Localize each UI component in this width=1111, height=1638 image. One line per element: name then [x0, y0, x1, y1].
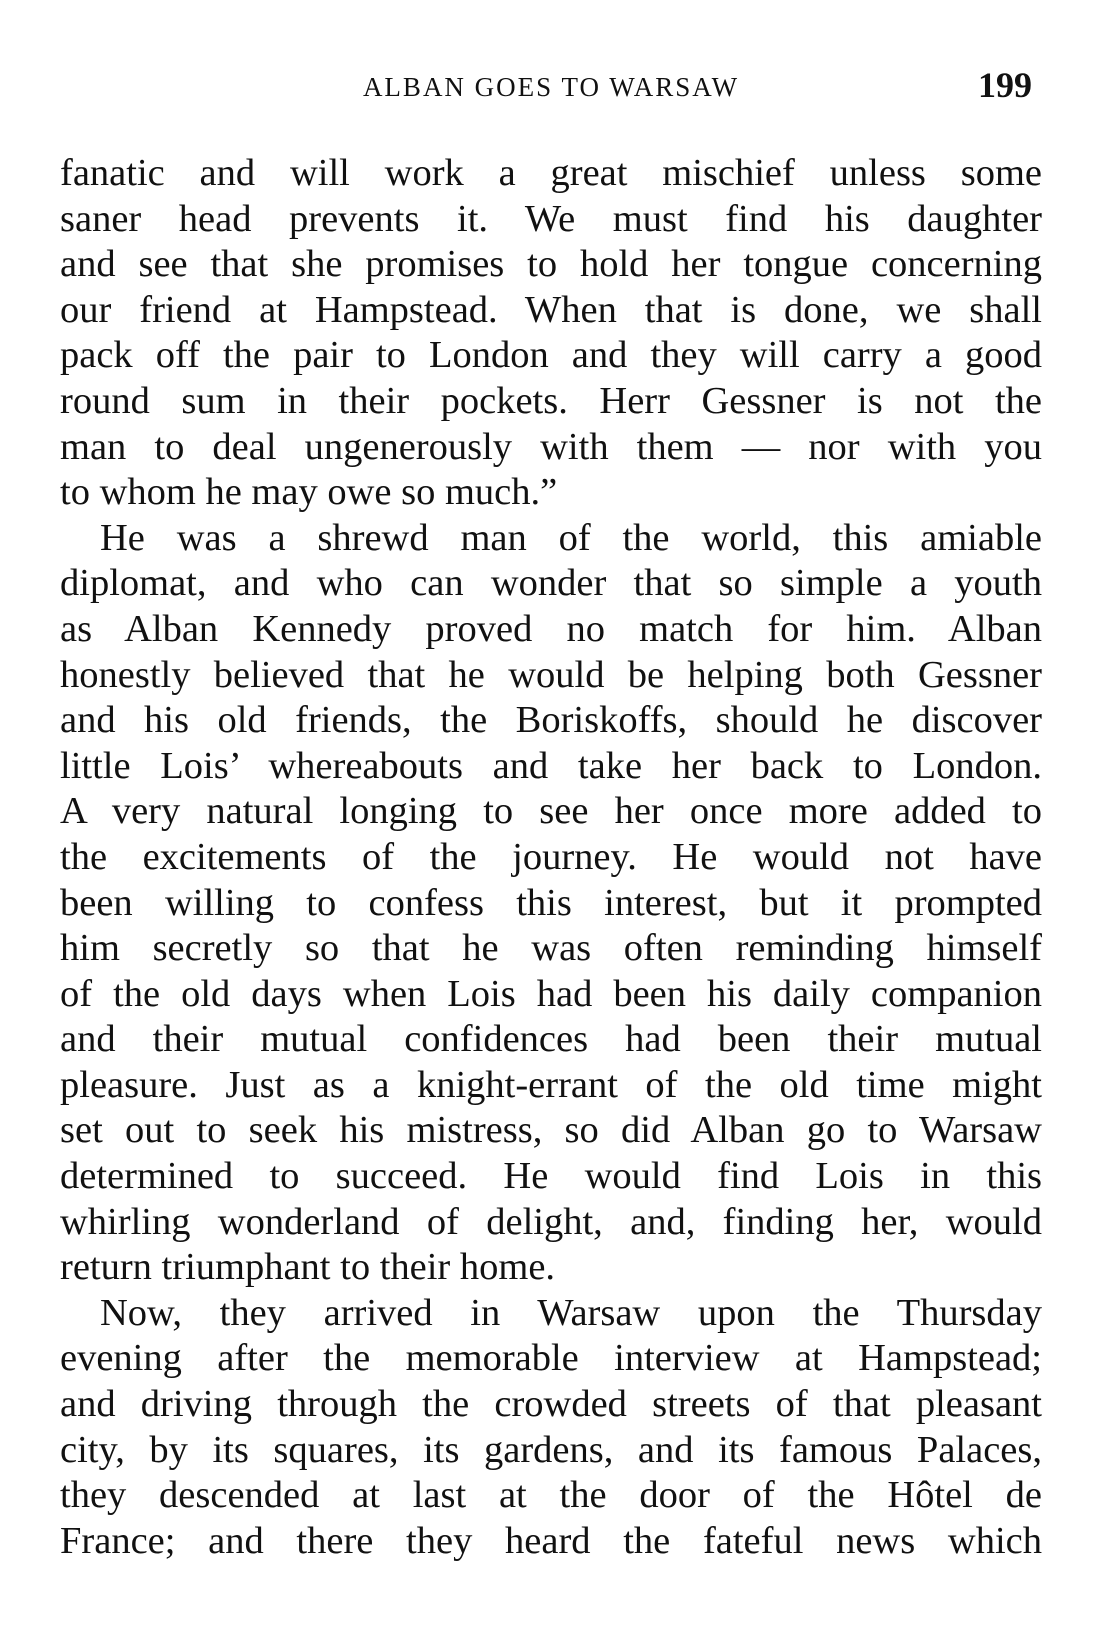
- text-line: little Lois’ whereabouts and take her back to London.: [60, 744, 1042, 787]
- text-line: the excitements of the journey. He would not have: [60, 835, 1042, 878]
- text-line: and driving through the crowded streets of that pleasant: [60, 1383, 1042, 1426]
- text-line: to whom he may owe so much.”: [60, 471, 558, 514]
- text-line: of the old days when Lois had been his daily companion: [60, 972, 1042, 1015]
- text-line: pleasure. Just as a knight-errant of the old time might: [60, 1063, 1042, 1106]
- page-header: [60, 62, 1042, 106]
- text-line: return triumphant to their home.: [60, 1246, 556, 1289]
- text-line: city, by its squares, its gardens, and its famous Palaces,: [60, 1428, 1042, 1471]
- text-line: round sum in their pockets. Herr Gessner is not the: [60, 379, 1042, 422]
- text-line: our friend at Hampstead. When that is done, we shall: [60, 288, 1042, 331]
- text-line: set out to seek his mistress, so did Alban go to Warsaw: [60, 1109, 1042, 1152]
- text-line: pack off the pair to London and they will carry a good: [60, 334, 1042, 377]
- text-line: France; and there they heard the fateful news which: [60, 1519, 1042, 1562]
- page-number: 199: [978, 65, 1032, 105]
- text-line: whirling wonderland of delight, and, finding her, would: [60, 1200, 1042, 1243]
- text-line: diplomat, and who can wonder that so simple a youth: [60, 562, 1042, 605]
- text-line: and his old friends, the Boriskoffs, should he discover: [60, 699, 1042, 742]
- text-line: fanatic and will work a great mischief unless some: [60, 152, 1042, 194]
- text-line: him secretly so that he was often reminding himself: [60, 927, 1042, 970]
- text-line: man to deal ungenerously with them — nor with you: [60, 425, 1042, 468]
- body-text: [60, 151, 1042, 1564]
- text-line: honestly believed that he would be helping both Gessner: [60, 653, 1042, 696]
- text-line: He was a shrewd man of the world, this amiable: [100, 516, 1042, 559]
- text-line: A very natural longing to see her once more added to: [60, 790, 1042, 833]
- text-line: they descended at last at the door of the Hôtel de: [60, 1474, 1042, 1517]
- text-line: and their mutual confidences had been their mutual: [60, 1018, 1042, 1061]
- text-line: determined to succeed. He would find Lois in this: [60, 1155, 1042, 1198]
- text-line: and see that she promises to hold her tongue concerning: [60, 243, 1042, 286]
- running-title: ALBAN GOES TO WARSAW: [362, 72, 740, 102]
- text-line: as Alban Kennedy proved no match for him. Alban: [60, 607, 1042, 650]
- text-line: Now, they arrived in Warsaw upon the Thursday: [100, 1291, 1042, 1334]
- text-line: evening after the memorable interview at Hampstead;: [60, 1337, 1042, 1380]
- text-line: been willing to confess this interest, but it prompted: [60, 881, 1042, 924]
- text-line: saner head prevents it. We must find his daughter: [60, 197, 1042, 240]
